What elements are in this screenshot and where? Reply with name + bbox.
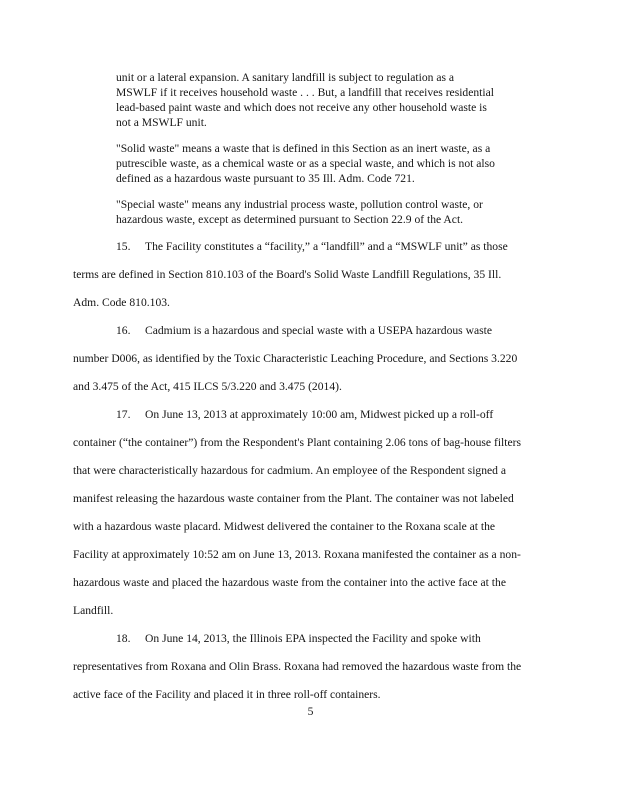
paragraph-first-line (116, 632, 481, 646)
quote-line: "Solid waste" means a waste that is defined in this Section as an inert waste, as a (116, 142, 491, 155)
paragraph-line: hazardous waste and placed the hazardous waste from the container into the active face at the (73, 576, 506, 589)
quote-line: unit or a lateral expansion. A sanitary landfill is subject to regulation as a (116, 71, 455, 84)
paragraph-first-line (116, 324, 492, 338)
quote-line: defined as a hazardous waste pursuant to 35 Ill. Adm. Code 721. (116, 172, 415, 185)
paragraph-line: terms are defined in Section 810.103 of the Board's Solid Waste Landfill Regulations, 35 Ill. (73, 268, 502, 281)
paragraph-number: 15. (116, 240, 131, 253)
quote-line: hazardous waste, except as determined pursuant to Section 22.9 of the Act. (116, 213, 464, 226)
paragraph-line: active face of the Facility and placed it in three roll-off containers. (73, 688, 381, 701)
paragraph-text: On June 13, 2013 at approximately 10:00 am, Midwest picked up a roll-off (145, 408, 494, 421)
paragraph-line: container (“the container”) from the Respondent's Plant containing 2.06 tons of bag-house filters (73, 436, 522, 449)
paragraph-first-line (116, 408, 493, 422)
paragraph-line: and 3.475 of the Act, 415 ILCS 5/3.220 and 3.475 (2014). (73, 380, 342, 393)
paragraph-line: manifest releasing the hazardous waste container from the Plant. The container was not labeled (73, 492, 514, 505)
paragraph-line: with a hazardous waste placard. Midwest delivered the container to the Roxana scale at the (73, 520, 496, 533)
paragraph-number: 16. (116, 324, 131, 337)
paragraph-line: Facility at approximately 10:52 am on June 13, 2013. Roxana manifested the container as a non- (73, 548, 521, 561)
paragraph-line: Adm. Code 810.103. (73, 296, 170, 309)
paragraph-line: number D006, as identified by the Toxic Characteristic Leaching Procedure, and Sections 3.220 (73, 352, 518, 365)
paragraph-line: that were characteristically hazardous for cadmium. An employee of the Respondent signed a (73, 464, 506, 477)
quote-line: MSWLF if it receives household waste . . . But, a landfill that receives residential (116, 86, 494, 99)
quote-line: not a MSWLF unit. (116, 116, 207, 129)
paragraph-text: On June 14, 2013, the Illinois EPA inspected the Facility and spoke with (145, 632, 481, 645)
paragraph-number: 17. (116, 408, 131, 421)
paragraph-line: Landfill. (73, 604, 114, 617)
paragraph-line: representatives from Roxana and Olin Brass. Roxana had removed the hazardous waste from the (73, 660, 522, 673)
paragraph-number: 18. (116, 632, 131, 645)
quote-line: lead-based paint waste and which does not receive any other household waste is (116, 101, 487, 114)
paragraph-text: The Facility constitutes a “facility,” a “landfill” and a “MSWLF unit” as those (145, 240, 508, 253)
quote-line: "Special waste" means any industrial process waste, pollution control waste, or (116, 198, 483, 211)
quote-line: putrescible waste, as a chemical waste or as a special waste, and which is not also (116, 157, 495, 170)
page-number: 5 (307, 705, 314, 718)
paragraph-first-line (116, 240, 508, 254)
paragraph-text: Cadmium is a hazardous and special waste with a USEPA hazardous waste (145, 324, 492, 337)
